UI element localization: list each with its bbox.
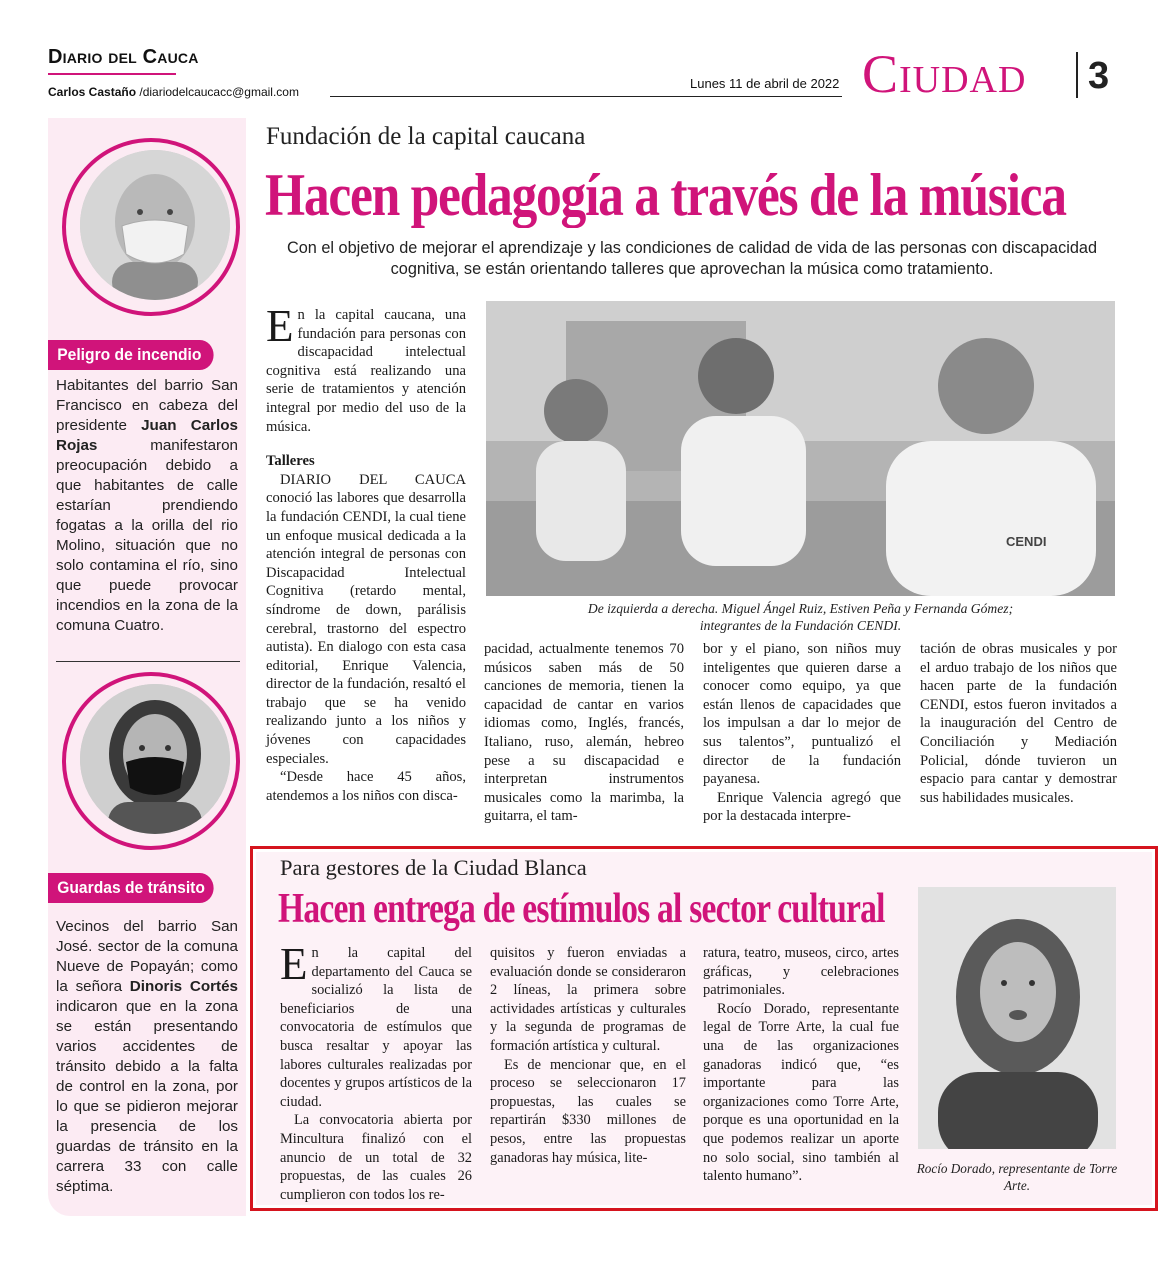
article-col3-text-a: bor y el piano, son niños muy inteligentes que quieren darse a conocer como equipo, ya que están llenos de capacidades que los impulsan a dar lo mejor de sus talentos”, puntualizó el director de la fundación payanesa. xyxy=(703,641,901,788)
photo-caption-line-2: integrantes de la Fundación CENDI. xyxy=(699,618,902,633)
article-col2-text: pacidad, actualmente tenemos 70 músicos saben más de 50 canciones de memoria, tienen la capacidad de cantar en varios idiomas como, Inglés, francés, Italiano, ruso, alemán, hebreo pese a su discapacidad e interpretan instrumentos musicales como la marimba, la guitarra, el tam- xyxy=(484,641,684,825)
author-name: Carlos Castaño xyxy=(48,85,137,99)
drop-cap: E xyxy=(266,301,294,351)
brief-traffic-text-a: Vecinos del barrio San José. sector de la comuna Nueve de Popayán; como la señora xyxy=(56,918,238,995)
masthead: Diario del Cauca xyxy=(48,46,199,68)
article-subhead: Talleres xyxy=(266,453,315,470)
masthead-rule xyxy=(48,73,176,75)
photo-rocio-dorado-illustration xyxy=(918,887,1116,1149)
boxed-article-headline: Hacen entrega de estímulos al sector cultural xyxy=(278,886,885,932)
boxed-lead xyxy=(280,939,472,1111)
portrait-woman-illustration xyxy=(80,684,230,834)
boxed-col1-text-b: La convocatoria abierta por Mincultura finalizó con el anuncio de un total de 32 propuestas, de las cuales 26 cumplieron con todos los re- xyxy=(280,1112,472,1203)
brief-tag-traffic: Guardas de tránsito xyxy=(48,873,214,903)
article-lead xyxy=(266,301,466,436)
portrait-dinoris-cortes xyxy=(80,684,230,834)
boxed-photo-caption: Rocío Dorado, representante de Torre Arte. xyxy=(916,1161,1118,1193)
brief-fire-text-b: manifestaron preocupación debido a que habitantes de calle estarían prendiendo fogatas a la orilla del rio Molino, situación que no solo contamina el río, sino que puede provocar incendios en la zona de la comuna Cuatro. xyxy=(56,437,238,634)
issue-date: Lunes 11 de abril de 2022 xyxy=(690,76,840,91)
photo-students-illustration xyxy=(486,301,1115,596)
boxed-column-2 xyxy=(490,944,686,1167)
brief-tag-fire: Peligro de incendio xyxy=(48,340,214,370)
shirt-logo: CENDI xyxy=(1006,534,1047,549)
boxed-col2-text-b: Es de mencionar que, en el proceso se seleccionaron 17 propuestas, las cuales se repartirán $330 millones de pesos, entre las propuestas ganadoras hay música, lite- xyxy=(490,1056,686,1166)
article-deck: Con el objetivo de mejorar el aprendizaje y las condiciones de calidad de vida de las personas con discapacidad cognitiva, se están orientando talleres que aprovechan la música como tratamiento. xyxy=(286,239,1098,278)
header-rule xyxy=(330,96,842,97)
article-column-1 xyxy=(266,301,466,805)
brief-traffic-text xyxy=(56,917,238,1197)
brief-fire-name: Juan Carlos Rojas xyxy=(56,417,238,454)
boxed-article-kicker: Para gestores de la Ciudad Blanca xyxy=(280,855,587,880)
brief-traffic-name: Dinoris Cortés xyxy=(129,978,238,995)
article-photo-students xyxy=(486,301,1115,596)
article-lead-text: n la capital caucana, una fundación para personas con discapacidad intelectual cognitiva está realizando una serie de tratamientos y atención integral por medio del uso de la música. xyxy=(266,307,466,435)
boxed-column-3 xyxy=(703,944,899,1186)
article-headline: Hacen pedagogía a través de la música xyxy=(265,162,1066,228)
boxed-col1-text-a: n la capital del departamento del Cauca se socializó la lista de beneficiarios de una convocatoria de estímulos que busca resaltar y apoyar las labores culturales realizadas por docentes y grupos artísticos de la ciudad. xyxy=(280,945,472,1110)
boxed-col3-text-a: ratura, teatro, museos, circo, artes gráficas, y celebraciones patrimoniales. xyxy=(703,945,899,999)
boxed-column-1 xyxy=(280,939,472,1204)
byline xyxy=(48,85,299,99)
article-col3-text-b: Enrique Valencia agregó que por la destacada interpre- xyxy=(703,789,901,825)
article-col4-text: tación de obras musicales y por el arduo trabajo de los niños que hacen parte de la fundación CENDI, estos fueron invitados a la inauguración del Centro de Conciliación y Mediación Policial, dónde tuvieron un espacio para cantar y demostrar sus habilidades musicales. xyxy=(920,641,1117,806)
portrait-man-illustration xyxy=(80,150,230,300)
article-kicker: Fundación de la capital caucana xyxy=(266,123,586,150)
boxed-drop-cap: E xyxy=(280,939,308,989)
article-column-4 xyxy=(920,640,1117,807)
boxed-article-photo xyxy=(918,887,1116,1149)
article-column-2 xyxy=(484,640,684,826)
photo-caption xyxy=(486,600,1115,634)
author-email: /diariodelcaucacc@gmail.com xyxy=(139,85,299,99)
sidebar-divider xyxy=(56,661,240,662)
brief-fire-text-a: Habitantes del barrio San Francisco en cabeza del presidente xyxy=(56,377,238,434)
article-column-3 xyxy=(703,640,901,826)
page-number: 3 xyxy=(1088,55,1110,97)
article-col1-quote: “Desde hace 45 años, atendemos a los niños con disca- xyxy=(266,769,466,804)
boxed-col2-text-a: quisitos y fueron enviadas a evaluación donde se consideraron 2 líneas, la primera sobre actividades artísticas y culturales y la segunda de programas de formación artística y cultural. xyxy=(490,945,686,1054)
section-divider xyxy=(1076,52,1078,98)
brief-fire-text xyxy=(56,376,238,636)
portrait-juan-carlos-rojas xyxy=(80,150,230,300)
boxed-col3-text-b: Rocío Dorado, representante legal de Torre Arte, la cual fue una de las organizaciones ganadoras indicó que, “es importante para las organizaciones como Torre Arte, porque es una oportunidad en la que podemos realizar un aporte no solo social, sino también al talento humano”. xyxy=(703,1000,899,1185)
section-title: Ciudad xyxy=(862,44,1027,104)
photo-caption-line-1: De izquierda a derecha. Miguel Ángel Ruiz, Estiven Peña y Fernanda Gómez; xyxy=(587,601,1014,616)
brief-traffic-text-b: indicaron que en la zona se están presentando varios accidentes de tránsito debido a la falta de control en la zona, por lo que se pidieron mejorar la presencia de los guardas de tránsito en la carrera 33 con calle séptima. xyxy=(56,998,238,1195)
article-col1-body: DIARIO DEL CAUCA conoció las labores que desarrolla la fundación CENDI, la cual tiene un enfoque musical dedicada a la atención integral de personas con Discapacidad Intelectual Cognitiva (retardo mental, síndrome de down, parálisis cerebral, trastorno del espectro autista). En dialogo con esta casa editorial, Enrique Valencia, director de la fundación, resaltó el trabajo que se ha venido realizando junto a los niños y jóvenes con capacidades especiales. xyxy=(266,471,466,767)
